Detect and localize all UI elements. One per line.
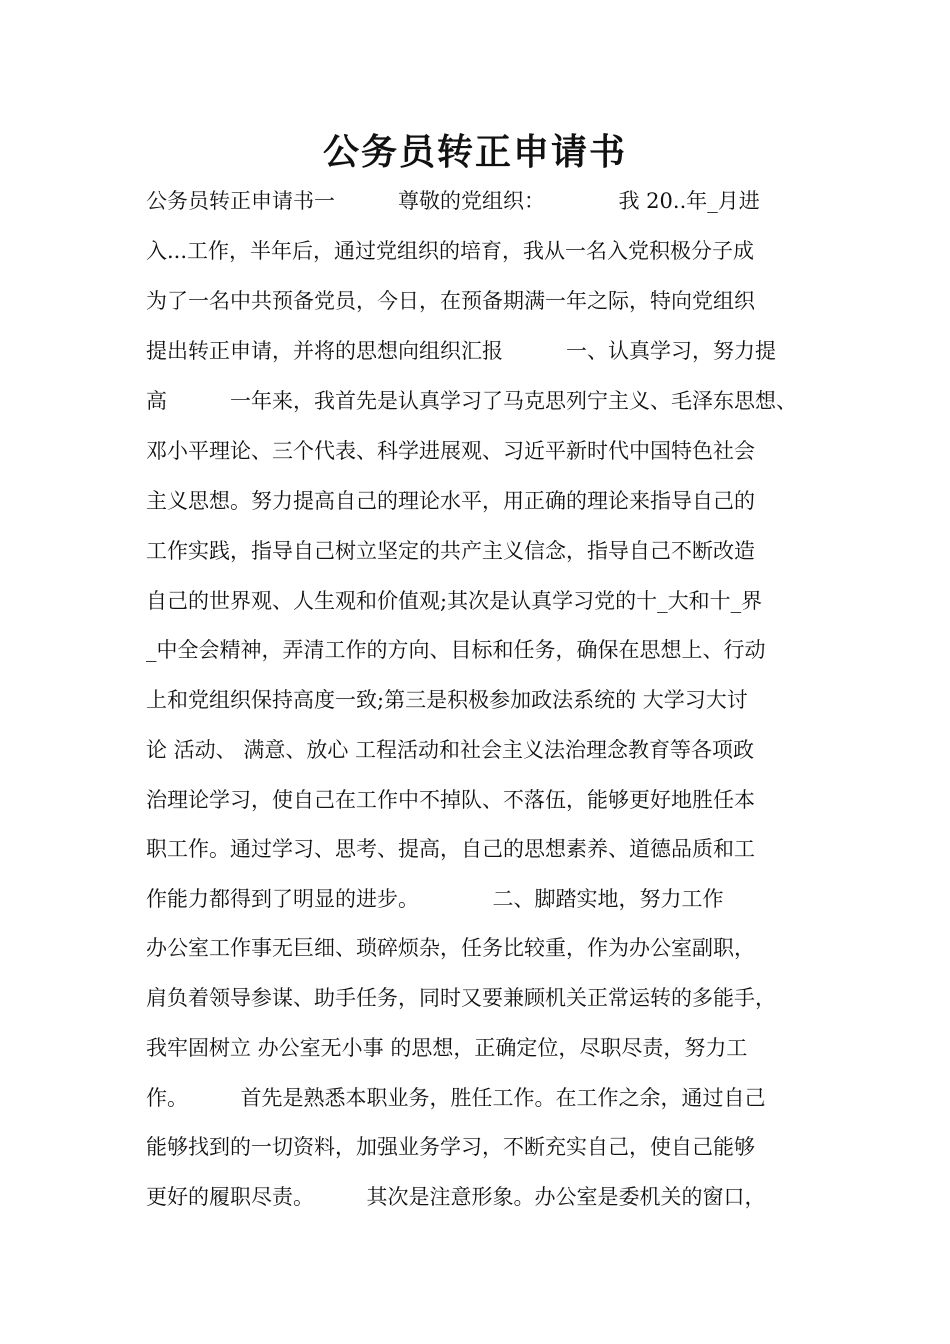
body-line-10: _中全会精神，弄清工作的方向、目标和任务，确保在思想上、行动 bbox=[146, 638, 766, 662]
body-line-17: 肩负着领导参谋、助手任务，同时又要兼顾机关正常运转的多能手， bbox=[146, 986, 776, 1010]
body-line-20: 能够找到的一切资料，加强业务学习，不断充实自己，使自己能够 bbox=[146, 1135, 755, 1159]
body-line-3: 为了一名中共预备党员，今日，在预备期满一年之际，特向党组织 bbox=[146, 289, 755, 313]
body-line-11: 上和党组织保持高度一致;第三是积极参加政法系统的 大学习大讨 bbox=[146, 688, 748, 712]
body-line-18: 我牢固树立 办公室无小事 的思想，正确定位，尽职尽责，努力工 bbox=[146, 1036, 748, 1060]
body-line-13: 治理论学习，使自己在工作中不掉队、不落伍，能够更好地胜任本 bbox=[146, 788, 755, 812]
body-line-7: 主义思想。努力提高自己的理论水平，用正确的理论来指导自己的 bbox=[146, 489, 755, 513]
body-line-14: 职工作。通过学习、思考、提高，自己的思想素养、道德品质和工 bbox=[146, 837, 755, 861]
document-title: 公务员转正申请书 bbox=[322, 132, 627, 173]
body-line-4: 提出转正申请，并将的思想向组织汇报 一、认真学习，努力提 bbox=[146, 339, 776, 363]
body-line-21: 更好的履职尽责。 其次是注意形象。办公室是委机关的窗口， bbox=[146, 1185, 766, 1209]
body-line-6: 邓小平理论、三个代表、科学进展观、习近平新时代中国特色社会 bbox=[146, 439, 755, 463]
body-line-15: 作能力都得到了明显的进步。 二、脚踏实地，努力工作 bbox=[146, 887, 724, 911]
body-line-2: 入...工作，半年后，通过党组织的培育，我从一名入党积极分子成 bbox=[146, 239, 755, 263]
body-line-16: 办公室工作事无巨细、琐碎烦杂，任务比较重，作为办公室副职， bbox=[146, 936, 755, 960]
body-line-9: 自己的世界观、人生观和价值观;其次是认真学习党的十_大和十_界 bbox=[146, 589, 763, 613]
body-line-19: 作。 首先是熟悉本职业务，胜任工作。在工作之余，通过自己 bbox=[146, 1086, 766, 1110]
body-line-5: 高 一年来，我首先是认真学习了马克思列宁主义、毛泽东思想、 bbox=[146, 389, 797, 413]
body-line-12: 论 活动、 满意、放心 工程活动和社会主义法治理念教育等各项政 bbox=[146, 738, 755, 762]
body-line-1: 公务员转正申请书一 尊敬的党组织： 我 20..年_月进 bbox=[146, 189, 760, 213]
body-line-8: 工作实践，指导自己树立坚定的共产主义信念，指导自己不断改造 bbox=[146, 539, 755, 563]
